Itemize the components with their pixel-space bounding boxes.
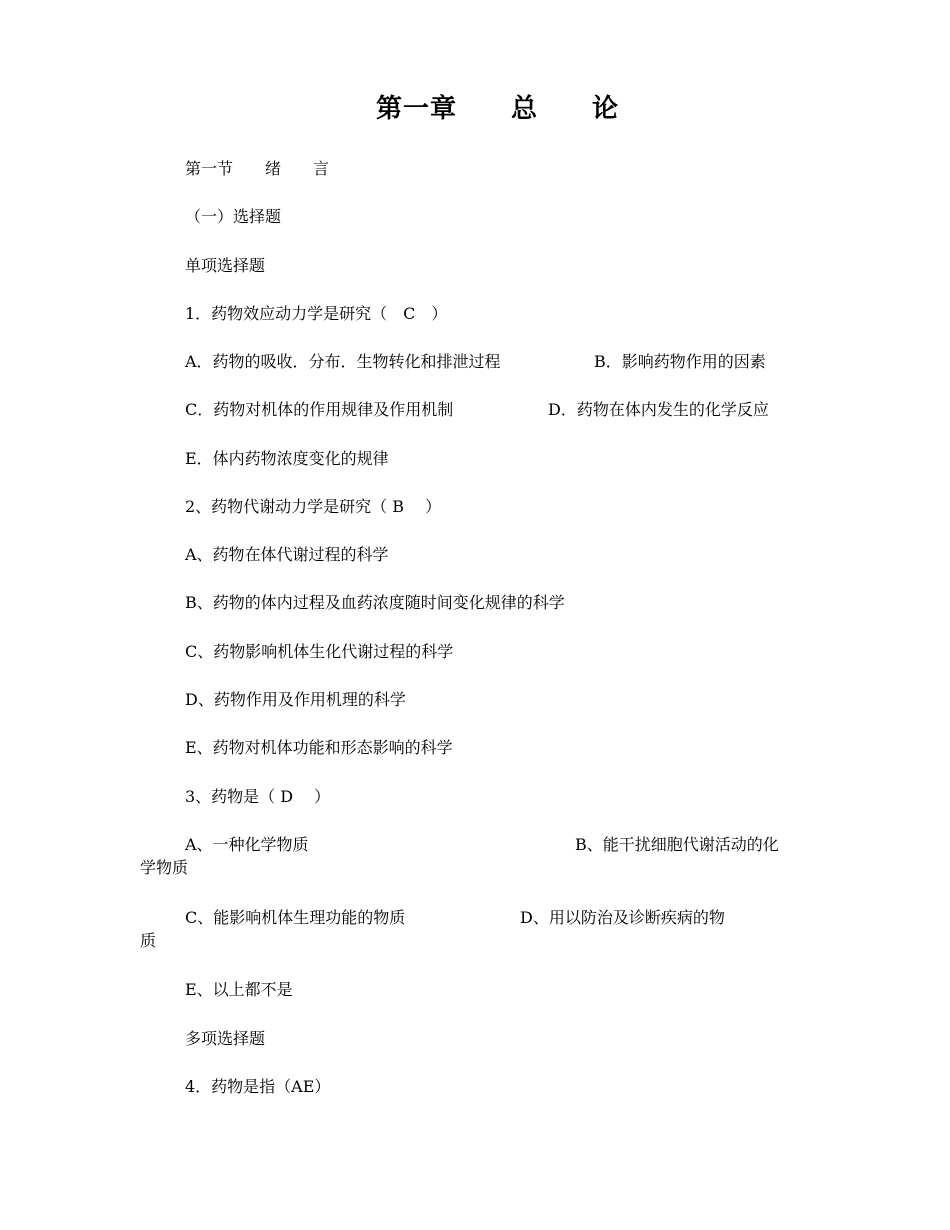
- question-1-stem: 1．药物效应动力学是研究（ C ）: [185, 304, 448, 323]
- question-1-option-a: A．药物的吸收．分布．生物转化和排泄过程: [185, 352, 501, 371]
- question-4-stem: 4．药物是指（AE）: [185, 1077, 331, 1096]
- question-3-option-e: E、以上都不是: [185, 980, 293, 999]
- question-2-option-b: B、药物的体内过程及血药浓度随时间变化规律的科学: [185, 593, 565, 612]
- question-1-option-e: E．体内药物浓度变化的规律: [185, 449, 389, 468]
- question-3-option-a: A、一种化学物质: [185, 835, 309, 854]
- part-heading: （一）选择题: [185, 207, 282, 226]
- question-3-option-b: B、能干扰细胞代谢活动的化: [575, 835, 779, 854]
- question-2-option-e: E、药物对机体功能和形态影响的科学: [185, 738, 453, 757]
- question-2-option-c: C、药物影响机体生化代谢过程的科学: [185, 642, 454, 661]
- question-1-option-c: C．药物对机体的作用规律及作用机制: [185, 400, 454, 419]
- question-1-option-d: D．药物在体内发生的化学反应: [548, 400, 769, 419]
- section-heading: 第一节 绪 言: [185, 159, 330, 178]
- question-3-option-b-continued: 学物质: [140, 858, 189, 877]
- question-3-stem: 3、药物是（ D ）: [185, 787, 331, 806]
- question-3-option-d-continued: 质: [140, 931, 157, 950]
- multi-choice-heading: 多项选择题: [185, 1029, 266, 1048]
- question-2-option-d: D、药物作用及作用机理的科学: [185, 690, 406, 709]
- single-choice-heading: 单项选择题: [185, 256, 266, 275]
- question-3-option-c: C、能影响机体生理功能的物质: [185, 908, 406, 927]
- question-2-option-a: A、药物在体代谢过程的科学: [185, 545, 389, 564]
- question-2-stem: 2、药物代谢动力学是研究（ B ）: [185, 497, 442, 516]
- question-1-option-b: B．影响药物作用的因素: [594, 352, 766, 371]
- chapter-title: 第一章 总 论: [375, 94, 619, 124]
- question-3-option-d: D、用以防治及诊断疾病的物: [520, 908, 725, 927]
